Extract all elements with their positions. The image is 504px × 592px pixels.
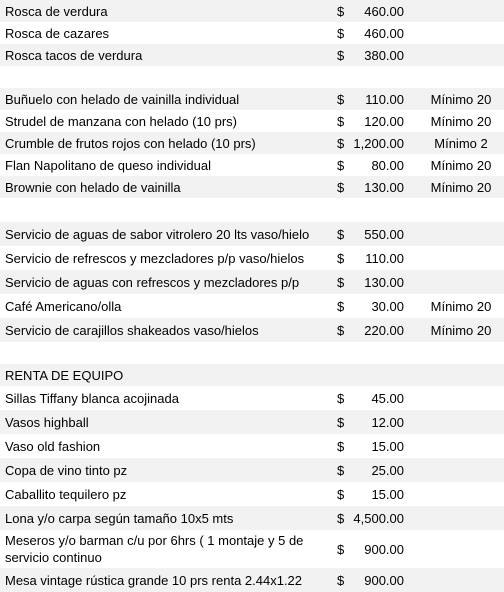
table-row bbox=[0, 22, 504, 44]
item-price: 380.00 bbox=[364, 47, 404, 63]
blank-row bbox=[0, 198, 504, 222]
item-description: Caballito tequilero pz bbox=[5, 486, 127, 502]
currency-symbol: $ bbox=[337, 510, 345, 526]
item-description: Rosca tacos de verdura bbox=[5, 47, 143, 63]
blank-row bbox=[0, 342, 504, 364]
table-row bbox=[0, 410, 504, 434]
table-row bbox=[0, 506, 504, 530]
blank-row bbox=[0, 66, 504, 88]
item-description: Servicio de aguas de sabor vitrolero 20 lts vaso/hielo bbox=[5, 226, 310, 242]
item-description: Café Americano/olla bbox=[5, 298, 122, 314]
item-price: 130.00 bbox=[364, 179, 404, 195]
table-row bbox=[0, 568, 504, 592]
item-description: Rosca de cazares bbox=[5, 25, 110, 41]
currency-symbol: $ bbox=[337, 486, 345, 502]
minimum-note: Mínimo 20 bbox=[430, 298, 492, 314]
item-price: 45.00 bbox=[371, 390, 404, 406]
item-price: 80.00 bbox=[371, 157, 404, 173]
item-price: 4,500.00 bbox=[353, 510, 404, 526]
section-heading-row bbox=[0, 364, 504, 386]
item-description: Lona y/o carpa según tamaño 10x5 mts bbox=[5, 510, 234, 526]
table-row bbox=[0, 530, 504, 568]
item-description: Copa de vino tinto pz bbox=[5, 462, 128, 478]
item-price: 460.00 bbox=[364, 3, 404, 19]
currency-symbol: $ bbox=[337, 462, 345, 478]
table-row bbox=[0, 246, 504, 270]
item-price: 25.00 bbox=[371, 462, 404, 478]
item-description: Buñuelo con helado de vainilla individual bbox=[5, 91, 240, 107]
item-price: 900.00 bbox=[364, 572, 404, 588]
item-description: Servicio de carajillos shakeados vaso/hielos bbox=[5, 322, 259, 338]
currency-symbol: $ bbox=[337, 250, 345, 266]
currency-symbol: $ bbox=[337, 414, 345, 430]
item-description: Vaso old fashion bbox=[5, 438, 101, 454]
minimum-note: Mínimo 20 bbox=[430, 91, 492, 107]
item-price: 120.00 bbox=[364, 113, 404, 129]
item-price: 460.00 bbox=[364, 25, 404, 41]
minimum-note: Mínimo 20 bbox=[430, 157, 492, 173]
item-price: 15.00 bbox=[371, 438, 404, 454]
minimum-note: Mínimo 20 bbox=[430, 179, 492, 195]
item-price: 30.00 bbox=[371, 298, 404, 314]
item-description: Sillas Tiffany blanca acojinada bbox=[5, 390, 179, 406]
table-row bbox=[0, 0, 504, 22]
item-price: 15.00 bbox=[371, 486, 404, 502]
minimum-note: Mínimo 20 bbox=[430, 322, 492, 338]
currency-symbol: $ bbox=[337, 390, 345, 406]
item-description: Rosca de verdura bbox=[5, 3, 108, 19]
currency-symbol: $ bbox=[337, 298, 345, 314]
currency-symbol: $ bbox=[337, 157, 345, 173]
item-price: 130.00 bbox=[364, 274, 404, 290]
item-price: 110.00 bbox=[365, 91, 404, 107]
item-description: Mesa vintage rústica grande 10 prs renta 2.44x1.22 bbox=[5, 572, 303, 588]
table-row bbox=[0, 458, 504, 482]
item-description: Servicio de aguas con refrescos y mezcladores p/p bbox=[5, 274, 300, 290]
table-row bbox=[0, 222, 504, 246]
table-row bbox=[0, 318, 504, 342]
item-description: Flan Napolitano de queso individual bbox=[5, 157, 211, 173]
currency-symbol: $ bbox=[337, 274, 345, 290]
currency-symbol: $ bbox=[337, 226, 345, 242]
minimum-note: Mínimo 20 bbox=[430, 113, 492, 129]
currency-symbol: $ bbox=[337, 113, 345, 129]
table-row bbox=[0, 270, 504, 294]
currency-symbol: $ bbox=[337, 47, 345, 63]
currency-symbol: $ bbox=[337, 179, 345, 195]
item-description: Meseros y/o barman c/u por 6hrs ( 1 montaje y 5 de servicio continuo bbox=[5, 533, 304, 565]
item-price: 12.00 bbox=[371, 414, 404, 430]
table-row bbox=[0, 176, 504, 198]
minimum-note: Mínimo 2 bbox=[434, 135, 488, 151]
currency-symbol: $ bbox=[337, 3, 345, 19]
item-price: 220.00 bbox=[364, 322, 404, 338]
item-description: Brownie con helado de vainilla bbox=[5, 179, 181, 195]
currency-symbol: $ bbox=[337, 135, 345, 151]
currency-symbol: $ bbox=[337, 438, 345, 454]
currency-symbol: $ bbox=[337, 25, 345, 41]
item-description: Crumble de frutos rojos con helado (10 prs) bbox=[5, 135, 256, 151]
table-row bbox=[0, 110, 504, 132]
item-price: 110.00 bbox=[365, 250, 404, 266]
table-row bbox=[0, 482, 504, 506]
item-price: 900.00 bbox=[364, 541, 404, 557]
currency-symbol: $ bbox=[337, 572, 345, 588]
currency-symbol: $ bbox=[337, 91, 345, 107]
table-row bbox=[0, 386, 504, 410]
item-description: Vasos highball bbox=[5, 414, 89, 430]
table-row bbox=[0, 44, 504, 66]
item-price: 1,200.00 bbox=[353, 135, 404, 151]
table-row bbox=[0, 132, 504, 154]
table-row bbox=[0, 294, 504, 318]
table-row bbox=[0, 434, 504, 458]
item-description: Servicio de refrescos y mezcladores p/p vaso/hielos bbox=[5, 250, 305, 266]
currency-symbol: $ bbox=[337, 541, 345, 557]
currency-symbol: $ bbox=[337, 322, 345, 338]
item-description: Strudel de manzana con helado (10 prs) bbox=[5, 113, 237, 129]
table-row bbox=[0, 88, 504, 110]
table-row bbox=[0, 154, 504, 176]
section-title: RENTA DE EQUIPO bbox=[5, 367, 124, 383]
item-price: 550.00 bbox=[364, 226, 404, 242]
